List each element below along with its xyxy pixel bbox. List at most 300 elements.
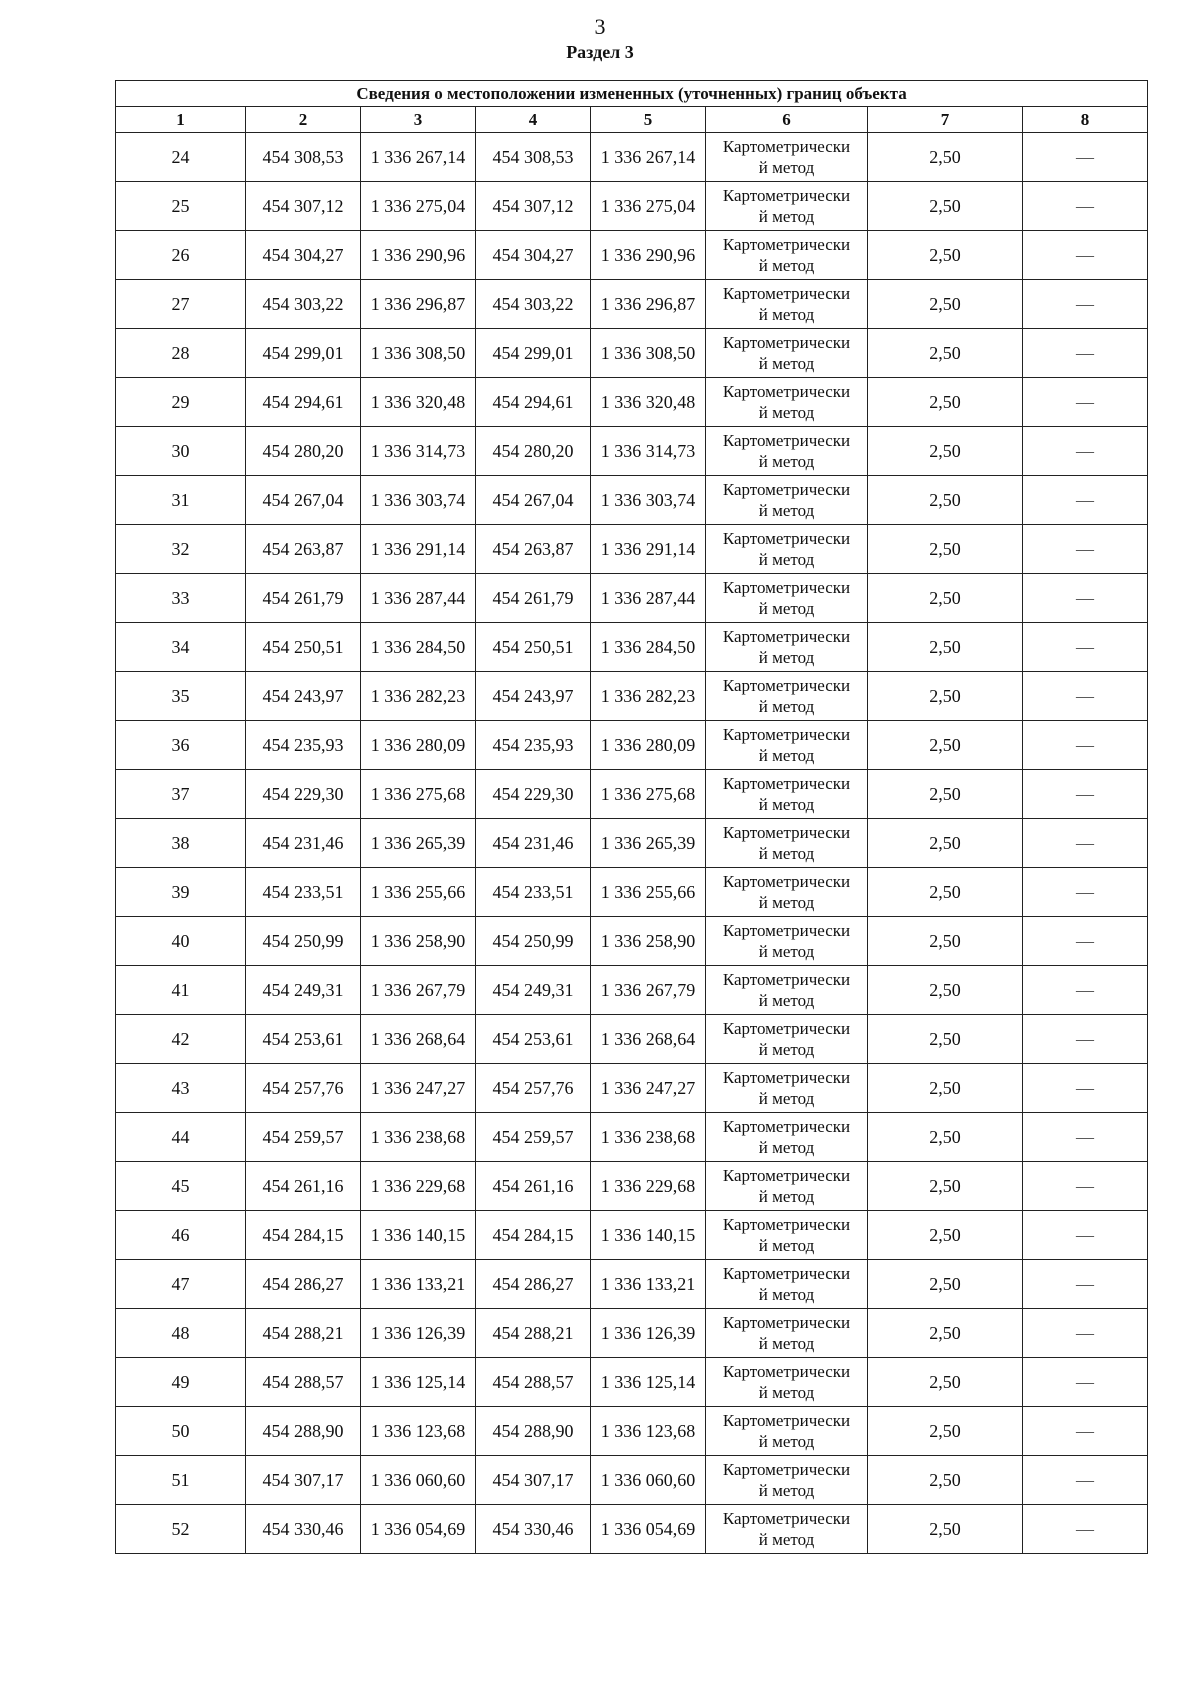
section-title: Раздел 3 <box>566 42 634 62</box>
method-text-line2: й метод <box>758 1138 815 1157</box>
y-refined-cell: 1 336 140,15 <box>591 1211 706 1260</box>
x-refined-cell: 454 288,21 <box>476 1309 591 1358</box>
y-existing-cell: 1 336 238,68 <box>361 1113 476 1162</box>
note-cell: — <box>1023 231 1148 280</box>
column-number: 7 <box>868 107 1023 133</box>
method-text-line2: й метод <box>758 354 815 373</box>
method-text-line1: Картометрически <box>722 431 851 450</box>
x-existing-cell: 454 233,51 <box>246 868 361 917</box>
y-existing-cell: 1 336 320,48 <box>361 378 476 427</box>
method-cell <box>706 868 868 917</box>
method-text-line1: Картометрически <box>722 921 851 940</box>
method-text-line1: Картометрически <box>722 1264 851 1283</box>
method-cell <box>706 525 868 574</box>
x-refined-cell: 454 231,46 <box>476 819 591 868</box>
accuracy-cell: 2,50 <box>868 770 1023 819</box>
accuracy-cell: 2,50 <box>868 966 1023 1015</box>
accuracy-cell: 2,50 <box>868 721 1023 770</box>
method-text-line2: й метод <box>758 1530 815 1549</box>
y-existing-cell: 1 336 287,44 <box>361 574 476 623</box>
accuracy-cell: 2,50 <box>868 1113 1023 1162</box>
method-text-line1: Картометрически <box>722 823 851 842</box>
method-text-line1: Картометрически <box>722 872 851 891</box>
point-number-cell: 27 <box>116 280 246 329</box>
method-text-line1: Картометрически <box>722 137 851 156</box>
x-refined-cell: 454 288,90 <box>476 1407 591 1456</box>
point-number-cell: 29 <box>116 378 246 427</box>
method-cell <box>706 1407 868 1456</box>
accuracy-cell: 2,50 <box>868 1456 1023 1505</box>
note-cell: — <box>1023 1456 1148 1505</box>
y-existing-cell: 1 336 308,50 <box>361 329 476 378</box>
y-refined-cell: 1 336 125,14 <box>591 1358 706 1407</box>
y-existing-cell: 1 336 280,09 <box>361 721 476 770</box>
note-cell: — <box>1023 1015 1148 1064</box>
accuracy-cell: 2,50 <box>868 1162 1023 1211</box>
note-cell: — <box>1023 182 1148 231</box>
x-refined-cell: 454 249,31 <box>476 966 591 1015</box>
method-cell <box>706 231 868 280</box>
note-cell: — <box>1023 1113 1148 1162</box>
y-refined-cell: 1 336 280,09 <box>591 721 706 770</box>
table-row <box>116 329 1148 378</box>
column-number: 8 <box>1023 107 1148 133</box>
accuracy-cell: 2,50 <box>868 133 1023 182</box>
page-number: 3 <box>594 14 606 39</box>
table-row <box>116 672 1148 721</box>
point-number-cell: 40 <box>116 917 246 966</box>
accuracy-cell: 2,50 <box>868 476 1023 525</box>
method-text-line2: й метод <box>758 305 815 324</box>
accuracy-cell: 2,50 <box>868 623 1023 672</box>
x-refined-cell: 454 294,61 <box>476 378 591 427</box>
y-refined-cell: 1 336 054,69 <box>591 1505 706 1554</box>
note-cell: — <box>1023 966 1148 1015</box>
method-text-line1: Картометрически <box>722 676 851 695</box>
method-text-line2: й метод <box>758 844 815 863</box>
y-existing-cell: 1 336 125,14 <box>361 1358 476 1407</box>
y-existing-cell: 1 336 123,68 <box>361 1407 476 1456</box>
method-text-line2: й метод <box>758 648 815 667</box>
x-existing-cell: 454 267,04 <box>246 476 361 525</box>
table-row <box>116 182 1148 231</box>
y-existing-cell: 1 336 054,69 <box>361 1505 476 1554</box>
y-existing-cell: 1 336 265,39 <box>361 819 476 868</box>
method-cell <box>706 329 868 378</box>
x-existing-cell: 454 308,53 <box>246 133 361 182</box>
table-row <box>116 525 1148 574</box>
y-refined-cell: 1 336 258,90 <box>591 917 706 966</box>
table-row <box>116 623 1148 672</box>
y-refined-cell: 1 336 247,27 <box>591 1064 706 1113</box>
accuracy-cell: 2,50 <box>868 574 1023 623</box>
column-number: 4 <box>476 107 591 133</box>
accuracy-cell: 2,50 <box>868 1211 1023 1260</box>
note-cell: — <box>1023 378 1148 427</box>
accuracy-cell: 2,50 <box>868 1015 1023 1064</box>
method-text-line1: Картометрически <box>722 1411 851 1430</box>
point-number-cell: 52 <box>116 1505 246 1554</box>
method-cell <box>706 427 868 476</box>
method-cell <box>706 917 868 966</box>
method-cell <box>706 378 868 427</box>
x-existing-cell: 454 286,27 <box>246 1260 361 1309</box>
y-refined-cell: 1 336 296,87 <box>591 280 706 329</box>
table-row <box>116 1260 1148 1309</box>
x-refined-cell: 454 243,97 <box>476 672 591 721</box>
table-caption: Сведения о местоположении измененных (уточненных) границ объекта <box>116 81 1148 107</box>
method-text-line1: Картометрически <box>722 1215 851 1234</box>
accuracy-cell: 2,50 <box>868 1358 1023 1407</box>
x-existing-cell: 454 284,15 <box>246 1211 361 1260</box>
y-refined-cell: 1 336 282,23 <box>591 672 706 721</box>
y-refined-cell: 1 336 308,50 <box>591 329 706 378</box>
x-refined-cell: 454 308,53 <box>476 133 591 182</box>
y-existing-cell: 1 336 303,74 <box>361 476 476 525</box>
note-cell: — <box>1023 1407 1148 1456</box>
method-text-line2: й метод <box>758 1481 815 1500</box>
table-row <box>116 917 1148 966</box>
table-row <box>116 280 1148 329</box>
method-cell <box>706 1211 868 1260</box>
x-refined-cell: 454 307,17 <box>476 1456 591 1505</box>
accuracy-cell: 2,50 <box>868 427 1023 476</box>
accuracy-cell: 2,50 <box>868 819 1023 868</box>
column-number: 2 <box>246 107 361 133</box>
method-cell <box>706 476 868 525</box>
method-text-line1: Картометрически <box>722 1166 851 1185</box>
table-row <box>116 574 1148 623</box>
method-text-line1: Картометрически <box>722 578 851 597</box>
y-refined-cell: 1 336 314,73 <box>591 427 706 476</box>
y-existing-cell: 1 336 296,87 <box>361 280 476 329</box>
method-text-line2: й метод <box>758 550 815 569</box>
method-cell <box>706 966 868 1015</box>
accuracy-cell: 2,50 <box>868 1064 1023 1113</box>
x-refined-cell: 454 257,76 <box>476 1064 591 1113</box>
x-refined-cell: 454 280,20 <box>476 427 591 476</box>
y-refined-cell: 1 336 303,74 <box>591 476 706 525</box>
note-cell: — <box>1023 623 1148 672</box>
y-existing-cell: 1 336 268,64 <box>361 1015 476 1064</box>
method-text-line2: й метод <box>758 158 815 177</box>
method-text-line1: Картометрически <box>722 1460 851 1479</box>
method-text-line2: й метод <box>758 697 815 716</box>
point-number-cell: 30 <box>116 427 246 476</box>
method-text-line2: й метод <box>758 256 815 275</box>
table-row <box>116 1309 1148 1358</box>
point-number-cell: 41 <box>116 966 246 1015</box>
y-refined-cell: 1 336 265,39 <box>591 819 706 868</box>
method-cell <box>706 1113 868 1162</box>
table-row <box>116 427 1148 476</box>
x-refined-cell: 454 303,22 <box>476 280 591 329</box>
y-existing-cell: 1 336 291,14 <box>361 525 476 574</box>
column-number-row <box>116 107 1148 133</box>
table-row <box>116 819 1148 868</box>
method-text-line1: Картометрически <box>722 627 851 646</box>
method-text-line2: й метод <box>758 1383 815 1402</box>
method-text-line2: й метод <box>758 795 815 814</box>
table-caption-row <box>116 81 1148 107</box>
y-existing-cell: 1 336 275,04 <box>361 182 476 231</box>
method-text-line2: й метод <box>758 452 815 471</box>
accuracy-cell: 2,50 <box>868 182 1023 231</box>
method-text-line1: Картометрически <box>722 725 851 744</box>
method-cell <box>706 1064 868 1113</box>
table-row <box>116 1456 1148 1505</box>
column-number: 1 <box>116 107 246 133</box>
x-existing-cell: 454 231,46 <box>246 819 361 868</box>
x-existing-cell: 454 235,93 <box>246 721 361 770</box>
method-text-line1: Картометрически <box>722 1068 851 1087</box>
method-cell <box>706 623 868 672</box>
x-refined-cell: 454 229,30 <box>476 770 591 819</box>
x-existing-cell: 454 250,99 <box>246 917 361 966</box>
point-number-cell: 50 <box>116 1407 246 1456</box>
method-text-line1: Картометрически <box>722 382 851 401</box>
note-cell: — <box>1023 868 1148 917</box>
method-cell <box>706 770 868 819</box>
method-text-line2: й метод <box>758 1187 815 1206</box>
x-existing-cell: 454 294,61 <box>246 378 361 427</box>
accuracy-cell: 2,50 <box>868 672 1023 721</box>
table-row <box>116 1211 1148 1260</box>
x-refined-cell: 454 233,51 <box>476 868 591 917</box>
accuracy-cell: 2,50 <box>868 1260 1023 1309</box>
method-text-line1: Картометрически <box>722 333 851 352</box>
method-text-line2: й метод <box>758 1040 815 1059</box>
x-refined-cell: 454 299,01 <box>476 329 591 378</box>
coordinates-table <box>115 80 1148 1554</box>
note-cell: — <box>1023 427 1148 476</box>
method-text-line2: й метод <box>758 1432 815 1451</box>
x-refined-cell: 454 330,46 <box>476 1505 591 1554</box>
method-text-line1: Картометрически <box>722 480 851 499</box>
x-existing-cell: 454 303,22 <box>246 280 361 329</box>
table-row <box>116 476 1148 525</box>
note-cell: — <box>1023 672 1148 721</box>
x-existing-cell: 454 229,30 <box>246 770 361 819</box>
x-refined-cell: 454 284,15 <box>476 1211 591 1260</box>
x-existing-cell: 454 304,27 <box>246 231 361 280</box>
y-existing-cell: 1 336 255,66 <box>361 868 476 917</box>
y-existing-cell: 1 336 275,68 <box>361 770 476 819</box>
x-existing-cell: 454 280,20 <box>246 427 361 476</box>
x-existing-cell: 454 243,97 <box>246 672 361 721</box>
method-text-line2: й метод <box>758 207 815 226</box>
note-cell: — <box>1023 721 1148 770</box>
point-number-cell: 33 <box>116 574 246 623</box>
method-text-line1: Картометрически <box>722 284 851 303</box>
x-refined-cell: 454 250,99 <box>476 917 591 966</box>
column-number: 5 <box>591 107 706 133</box>
table-row <box>116 770 1148 819</box>
y-existing-cell: 1 336 247,27 <box>361 1064 476 1113</box>
method-text-line1: Картометрически <box>722 235 851 254</box>
accuracy-cell: 2,50 <box>868 231 1023 280</box>
accuracy-cell: 2,50 <box>868 280 1023 329</box>
note-cell: — <box>1023 280 1148 329</box>
table-row <box>116 231 1148 280</box>
method-cell <box>706 133 868 182</box>
method-cell <box>706 1456 868 1505</box>
note-cell: — <box>1023 525 1148 574</box>
point-number-cell: 43 <box>116 1064 246 1113</box>
accuracy-cell: 2,50 <box>868 329 1023 378</box>
y-refined-cell: 1 336 275,68 <box>591 770 706 819</box>
note-cell: — <box>1023 1211 1148 1260</box>
y-existing-cell: 1 336 267,79 <box>361 966 476 1015</box>
method-text-line1: Картометрически <box>722 529 851 548</box>
x-refined-cell: 454 261,79 <box>476 574 591 623</box>
point-number-cell: 31 <box>116 476 246 525</box>
y-existing-cell: 1 336 284,50 <box>361 623 476 672</box>
y-existing-cell: 1 336 140,15 <box>361 1211 476 1260</box>
method-text-line2: й метод <box>758 1236 815 1255</box>
point-number-cell: 51 <box>116 1456 246 1505</box>
point-number-cell: 42 <box>116 1015 246 1064</box>
y-refined-cell: 1 336 126,39 <box>591 1309 706 1358</box>
x-refined-cell: 454 235,93 <box>476 721 591 770</box>
y-refined-cell: 1 336 268,64 <box>591 1015 706 1064</box>
method-text-line2: й метод <box>758 942 815 961</box>
y-refined-cell: 1 336 267,14 <box>591 133 706 182</box>
point-number-cell: 25 <box>116 182 246 231</box>
y-refined-cell: 1 336 291,14 <box>591 525 706 574</box>
y-existing-cell: 1 336 282,23 <box>361 672 476 721</box>
method-text-line2: й метод <box>758 599 815 618</box>
method-cell <box>706 1162 868 1211</box>
note-cell: — <box>1023 133 1148 182</box>
x-refined-cell: 454 267,04 <box>476 476 591 525</box>
x-existing-cell: 454 307,17 <box>246 1456 361 1505</box>
x-existing-cell: 454 330,46 <box>246 1505 361 1554</box>
y-existing-cell: 1 336 267,14 <box>361 133 476 182</box>
method-text-line1: Картометрически <box>722 186 851 205</box>
point-number-cell: 38 <box>116 819 246 868</box>
x-existing-cell: 454 257,76 <box>246 1064 361 1113</box>
x-existing-cell: 454 249,31 <box>246 966 361 1015</box>
method-text-line1: Картометрически <box>722 970 851 989</box>
y-refined-cell: 1 336 287,44 <box>591 574 706 623</box>
accuracy-cell: 2,50 <box>868 868 1023 917</box>
point-number-cell: 44 <box>116 1113 246 1162</box>
table-row <box>116 1407 1148 1456</box>
method-text-line2: й метод <box>758 991 815 1010</box>
y-existing-cell: 1 336 229,68 <box>361 1162 476 1211</box>
x-refined-cell: 454 307,12 <box>476 182 591 231</box>
method-cell <box>706 1015 868 1064</box>
y-refined-cell: 1 336 123,68 <box>591 1407 706 1456</box>
note-cell: — <box>1023 1309 1148 1358</box>
point-number-cell: 28 <box>116 329 246 378</box>
note-cell: — <box>1023 819 1148 868</box>
method-text-line1: Картометрически <box>722 1509 851 1528</box>
table-row <box>116 1162 1148 1211</box>
point-number-cell: 39 <box>116 868 246 917</box>
note-cell: — <box>1023 1064 1148 1113</box>
x-existing-cell: 454 299,01 <box>246 329 361 378</box>
y-existing-cell: 1 336 258,90 <box>361 917 476 966</box>
method-text-line1: Картометрически <box>722 1117 851 1136</box>
point-number-cell: 32 <box>116 525 246 574</box>
point-number-cell: 35 <box>116 672 246 721</box>
table-row <box>116 133 1148 182</box>
table-row <box>116 1015 1148 1064</box>
table-row <box>116 1505 1148 1554</box>
note-cell: — <box>1023 1505 1148 1554</box>
note-cell: — <box>1023 770 1148 819</box>
method-cell <box>706 1309 868 1358</box>
point-number-cell: 34 <box>116 623 246 672</box>
point-number-cell: 46 <box>116 1211 246 1260</box>
point-number-cell: 24 <box>116 133 246 182</box>
x-existing-cell: 454 261,79 <box>246 574 361 623</box>
x-refined-cell: 454 250,51 <box>476 623 591 672</box>
x-existing-cell: 454 288,90 <box>246 1407 361 1456</box>
method-cell <box>706 1358 868 1407</box>
table-row <box>116 1113 1148 1162</box>
method-cell <box>706 280 868 329</box>
column-number: 6 <box>706 107 868 133</box>
note-cell: — <box>1023 1260 1148 1309</box>
y-refined-cell: 1 336 284,50 <box>591 623 706 672</box>
x-refined-cell: 454 259,57 <box>476 1113 591 1162</box>
y-refined-cell: 1 336 133,21 <box>591 1260 706 1309</box>
y-existing-cell: 1 336 060,60 <box>361 1456 476 1505</box>
x-existing-cell: 454 261,16 <box>246 1162 361 1211</box>
table-row <box>116 1064 1148 1113</box>
accuracy-cell: 2,50 <box>868 1407 1023 1456</box>
y-existing-cell: 1 336 133,21 <box>361 1260 476 1309</box>
method-text-line2: й метод <box>758 1334 815 1353</box>
x-existing-cell: 454 250,51 <box>246 623 361 672</box>
x-refined-cell: 454 263,87 <box>476 525 591 574</box>
method-text-line1: Картометрически <box>722 774 851 793</box>
method-cell <box>706 1260 868 1309</box>
y-refined-cell: 1 336 267,79 <box>591 966 706 1015</box>
y-existing-cell: 1 336 126,39 <box>361 1309 476 1358</box>
method-text-line1: Картометрически <box>722 1019 851 1038</box>
point-number-cell: 37 <box>116 770 246 819</box>
x-refined-cell: 454 288,57 <box>476 1358 591 1407</box>
x-existing-cell: 454 259,57 <box>246 1113 361 1162</box>
method-text-line1: Картометрически <box>722 1313 851 1332</box>
accuracy-cell: 2,50 <box>868 525 1023 574</box>
table-row <box>116 868 1148 917</box>
y-existing-cell: 1 336 314,73 <box>361 427 476 476</box>
table-row <box>116 966 1148 1015</box>
note-cell: — <box>1023 574 1148 623</box>
column-number: 3 <box>361 107 476 133</box>
method-text-line2: й метод <box>758 1089 815 1108</box>
y-refined-cell: 1 336 320,48 <box>591 378 706 427</box>
x-existing-cell: 454 288,57 <box>246 1358 361 1407</box>
method-text-line1: Картометрически <box>722 1362 851 1381</box>
method-text-line2: й метод <box>758 893 815 912</box>
y-refined-cell: 1 336 238,68 <box>591 1113 706 1162</box>
accuracy-cell: 2,50 <box>868 378 1023 427</box>
method-cell <box>706 182 868 231</box>
method-cell <box>706 574 868 623</box>
method-text-line2: й метод <box>758 501 815 520</box>
method-text-line2: й метод <box>758 403 815 422</box>
point-number-cell: 47 <box>116 1260 246 1309</box>
accuracy-cell: 2,50 <box>868 1309 1023 1358</box>
point-number-cell: 26 <box>116 231 246 280</box>
table-row <box>116 1358 1148 1407</box>
